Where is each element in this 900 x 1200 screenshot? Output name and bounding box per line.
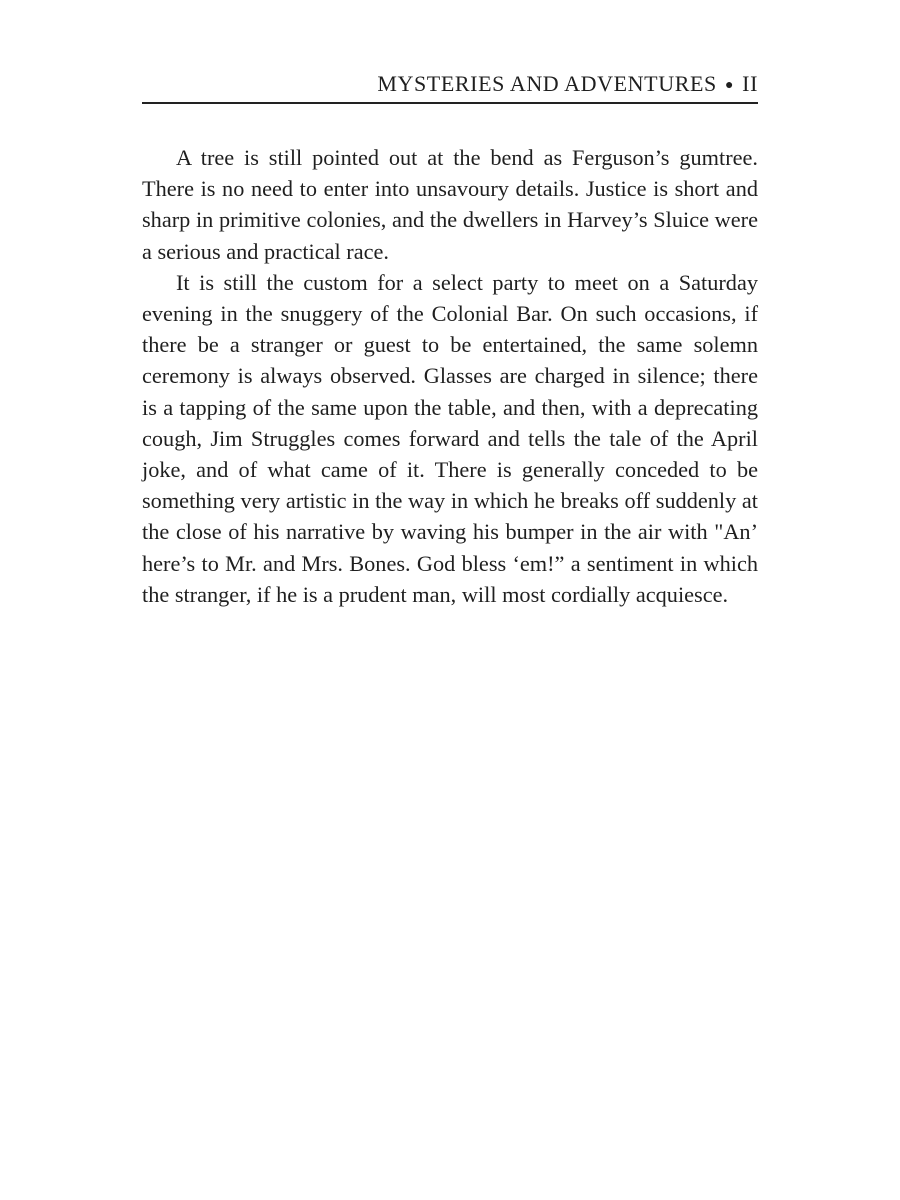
running-header <box>142 66 758 104</box>
paragraph-1: A tree is still pointed out at the bend as Ferguson’s gumtree. There is no need to enter into unsavoury details. Justice is short and sharp in primitive colonies, and the dwellers in Harvey’s Sluice were a serious and practical race. <box>142 145 758 264</box>
header-volume: II <box>742 71 758 96</box>
paragraph-2: It is still the custom for a select party to meet on a Saturday evening in the snuggery of the Colonial Bar. On such occasions, if there be a stranger or guest to be entertained, the same solemn ceremony is always observed. Glasses are charged in silence; there is a tapping of the same upon the table, and then, with a deprecating cough, Jim Struggles comes forward and tells the tale of the April joke, and of what came of it. There is generally conceded to be something very artistic in the way in which he breaks off suddenly at the close of his narrative by waving his bumper in the air with "An’ here’s to Mr. and Mrs. Bones. God bless ‘em!” a sentiment in which the stranger, if he is a prudent man, will most cordially acquiesce. <box>142 269 758 607</box>
bullet-separator-icon: ● <box>724 77 735 93</box>
header-title: MYSTERIES AND ADVENTURES <box>377 71 717 96</box>
body-text <box>142 142 758 610</box>
